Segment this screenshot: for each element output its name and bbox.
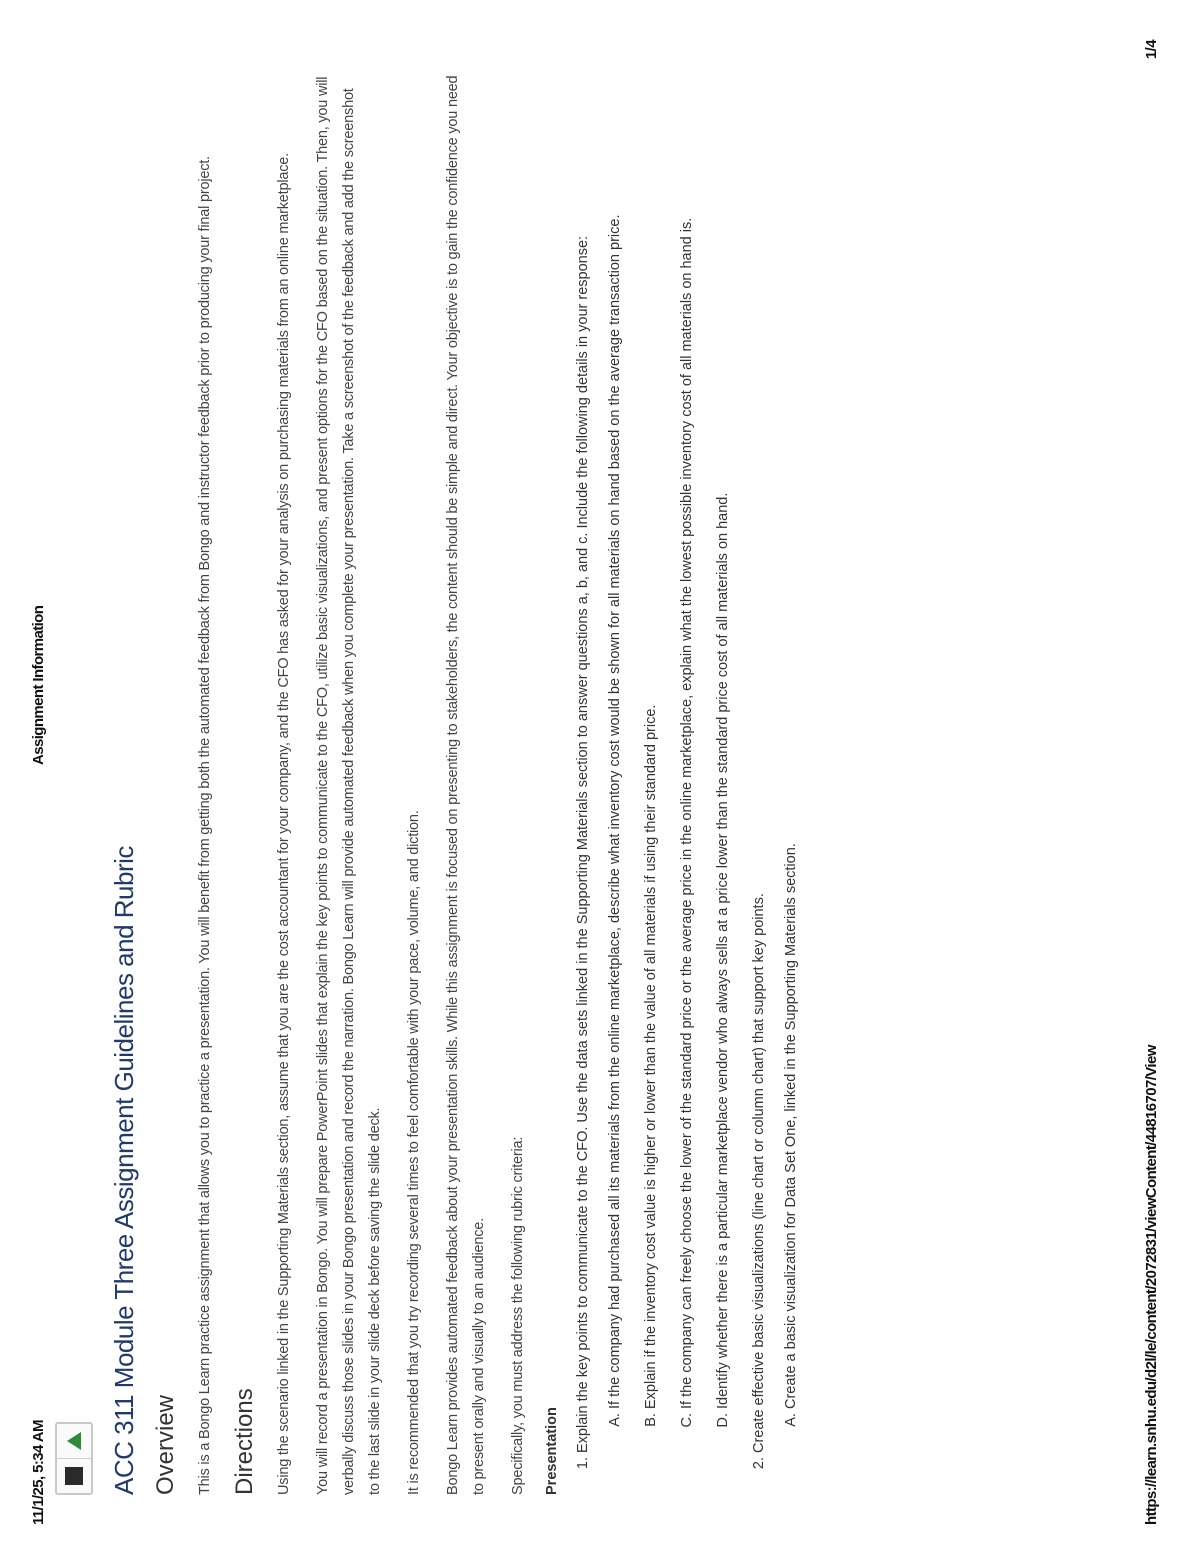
section-label-presentation: Presentation	[544, 1407, 560, 1495]
page-title: ACC 311 Module Three Assignment Guidelines and Rubric	[109, 846, 139, 1495]
criteria-subitem: C. If the company can freely choose the lower of the standard price or the average price in the online marketplace, explain what the lowest possible inventory cost of all materials on hand is.	[674, 75, 700, 1409]
page-number: 1/4	[1143, 40, 1160, 60]
play-button[interactable]	[57, 1424, 91, 1459]
criteria-item	[746, 75, 804, 1453]
criteria-subitem: A. Create a basic visualization for Data Set One, linked in the Supporting Materials section.	[778, 75, 804, 1409]
criteria-item	[570, 75, 736, 1453]
overview-heading: Overview	[152, 1394, 179, 1495]
play-icon	[67, 1432, 81, 1450]
criteria-subitems	[778, 75, 804, 1453]
criteria-item-text: Create effective basic visualizations (line chart or column chart) that support key points.	[751, 893, 767, 1453]
print-date: 11/1/25, 5:34 AM	[30, 1420, 47, 1525]
stop-icon	[65, 1467, 83, 1485]
criteria-subitem: A. If the company had purchased all its materials from the online marketplace, describe what inventory cost would be shown for all materials on hand based on the average transaction price.	[602, 75, 628, 1409]
criteria-subitem: B. Explain if the inventory cost value is higher or lower than the value of all materials if using their standard price.	[638, 75, 664, 1409]
directions-paragraph-4: Bongo Learn provides automated feedback about your presentation skills. While this assignment is focused on presenting to stakeholders, the content should be simple and direct. Your objective is to gain the confidence you need to present orally and visually to an audience.	[445, 75, 487, 1495]
criteria-item-text: Explain the key points to communicate to the CFO. Use the data sets linked in the Supporting Materials section to answer questions a, b, and c. Include the following details in your response:	[575, 235, 591, 1453]
overview-text: This is a Bongo Learn practice assignment that allows you to practice a presentation. You will benefit from getting both the automated feedback from Bongo and instructor feedback prior to producing your final project.	[197, 156, 213, 1495]
criteria-subitems	[602, 75, 736, 1453]
directions-paragraph-5: Specifically, you must address the following rubric criteria:	[510, 1136, 526, 1495]
media-controls	[55, 1422, 93, 1495]
print-footer-url: https://learn.snhu.edu/d2l/le/content/2072831/viewContent/44816707/View	[1143, 1045, 1160, 1525]
directions-paragraph-2: You will record a presentation in Bongo. You will prepare PowerPoint slides that explain the key points to communicate to the CFO, utilize basic visualizations, and present options for the CFO based on the situation. Then, you will verbally discuss those slides in your Bongo presentation and record the narration. Bongo Learn will provide automated feedback when you complete your presentation. Take a screenshot of the feedback and add the screenshot to the last slide in your slide deck before saving the slide deck.	[315, 76, 383, 1495]
directions-paragraph-1: Using the scenario linked in the Supporting Materials section, assume that you are the cost accountant for your company, and the CFO has asked for your analysis on purchasing materials from an online marketplace.	[276, 153, 292, 1495]
directions-paragraph-3: It is recommended that you try recording several times to feel comfortable with your pace, volume, and diction.	[406, 810, 422, 1495]
stop-button[interactable]	[57, 1459, 91, 1493]
directions-heading: Directions	[231, 1388, 258, 1495]
page-content	[55, 75, 814, 1495]
print-header-title: Assignment Information	[30, 605, 47, 765]
criteria-list	[570, 75, 804, 1495]
criteria-subitem: D. Identify whether there is a particular marketplace vendor who always sells at a price lower than the standard price cost of all materials on hand.	[710, 75, 736, 1409]
